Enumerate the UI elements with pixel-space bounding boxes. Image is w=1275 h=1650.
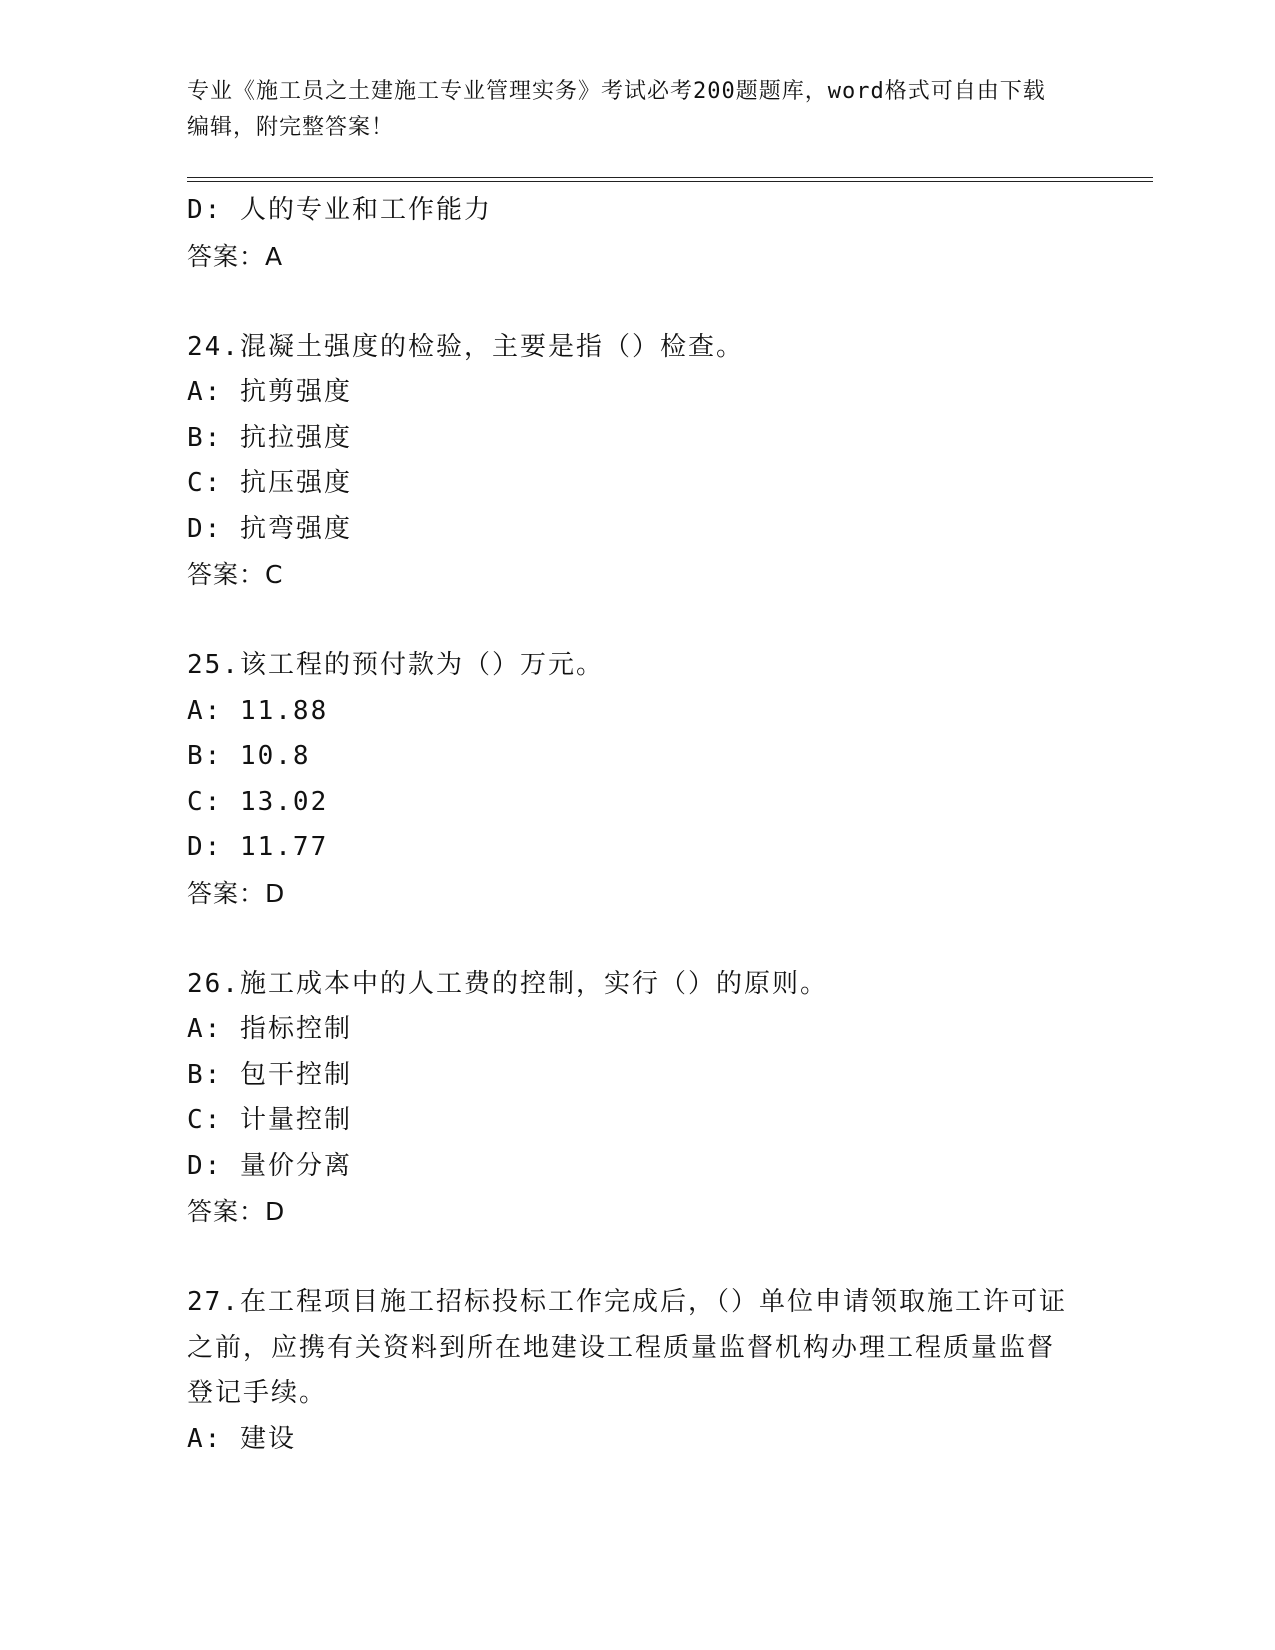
spacer (187, 279, 1067, 325)
answer-line: 答案：C (187, 560, 284, 589)
spacer (187, 1235, 1067, 1281)
option-a: A: 抗剪强度 (187, 377, 352, 407)
option-c: C: 计量控制 (187, 1105, 352, 1135)
option-c: C: 13.02 (187, 786, 329, 817)
option-d: D: 量价分离 (187, 1150, 352, 1181)
option-d: D: 11.77 (187, 832, 329, 862)
answer-line: 答案：D (187, 1197, 286, 1226)
answer-line: 答案：D (187, 878, 286, 908)
option-b: B: 抗拉强度 (187, 422, 352, 453)
option-d: D: 抗弯强度 (187, 513, 352, 544)
question-25-stem: 25.该工程的预付款为（）万元。 (187, 650, 604, 680)
header-divider-bottom (187, 181, 1153, 182)
option-b: B: 包干控制 (187, 1059, 352, 1090)
question-26-stem: 26.施工成本中的人工费的控制，实行（）的原则。 (187, 968, 828, 999)
answer-line: 答案：A (187, 241, 284, 271)
option-a: A: 建设 (187, 1423, 296, 1454)
question-24-stem: 24.混凝土强度的检验，主要是指（）检查。 (187, 331, 744, 362)
option-a: A: 11.88 (187, 695, 329, 726)
option-d: D: 人的专业和工作能力 (187, 195, 492, 225)
option-b: B: 10.8 (187, 741, 311, 771)
document-header: 专业《施工员之土建施工专业管理实务》考试必考200题题库，word格式可自由下载编辑，附完整答案！ (187, 79, 1046, 140)
spacer (187, 598, 1067, 644)
option-a: A: 指标控制 (187, 1014, 352, 1044)
question-list (187, 188, 1067, 1462)
header-divider-top (187, 177, 1153, 178)
question-27-stem: 27.在工程项目施工招标投标工作完成后，（）单位申请领取施工许可证之前，应携有关资料到所在地建设工程质量监督机构办理工程质量监督登记手续。 (187, 1287, 1067, 1408)
spacer (187, 916, 1067, 962)
option-c: C: 抗压强度 (187, 468, 352, 498)
